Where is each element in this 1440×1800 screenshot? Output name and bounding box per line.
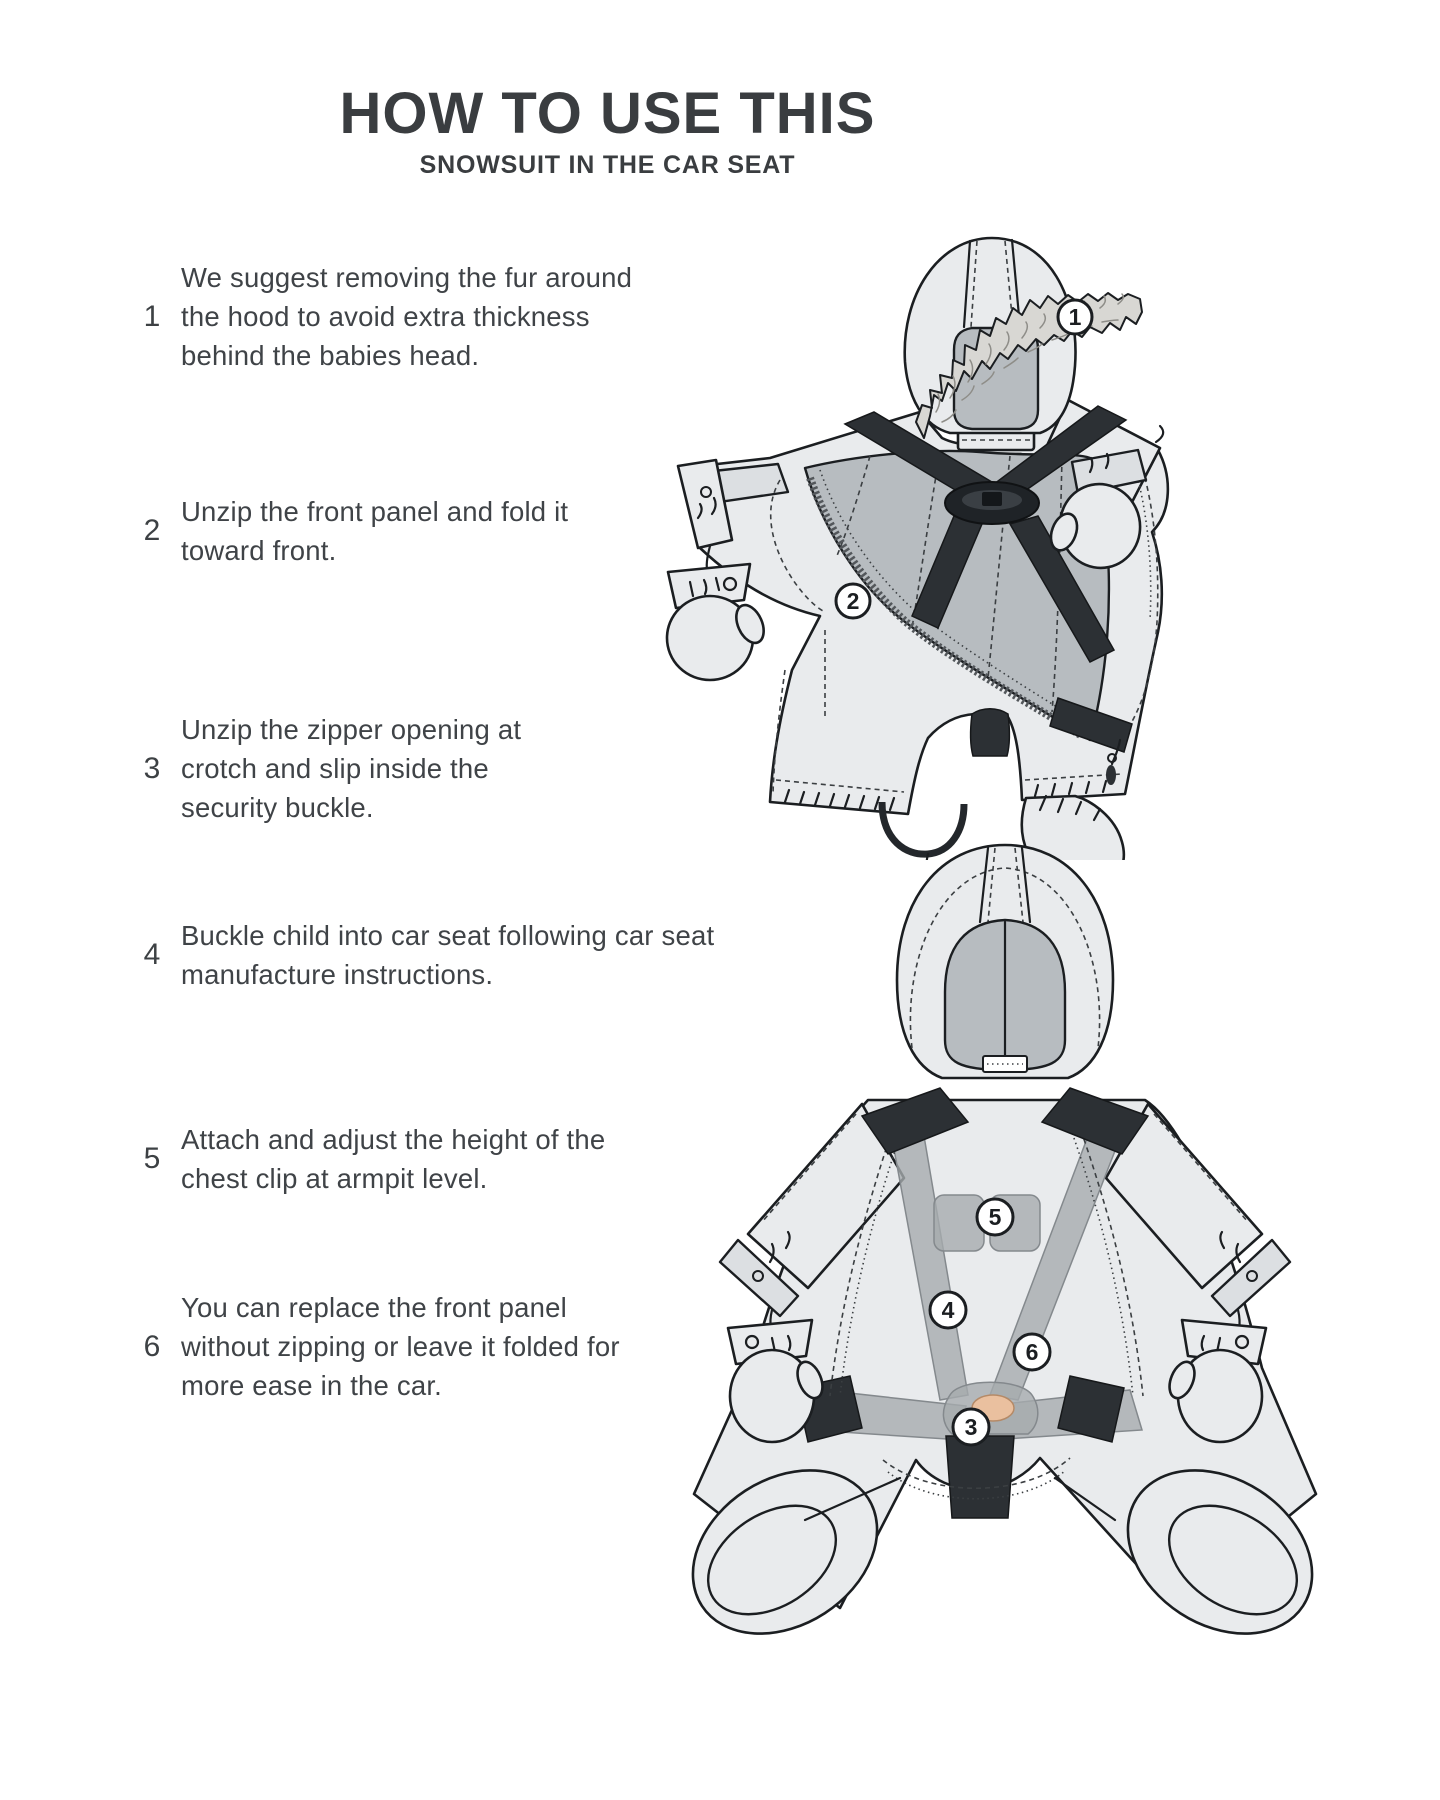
- svg-text:6: 6: [1025, 1339, 1039, 1365]
- step-number: 1: [143, 299, 161, 333]
- marker-6: [1014, 1334, 1050, 1370]
- hood-plain: [897, 845, 1113, 1078]
- page-subtitle: SNOWSUIT IN THE CAR SEAT: [419, 150, 796, 179]
- step-number: 2: [143, 514, 161, 548]
- step-text: You can replace the front panel without zipping or leave it folded for more ease in the car.: [181, 1292, 620, 1402]
- snowsuit-seated-illustration: [600, 810, 1320, 1680]
- step-item-3: [140, 710, 570, 827]
- marker-4: [930, 1292, 966, 1328]
- step-text: Attach and adjust the height of the chest clip at armpit level.: [181, 1124, 606, 1195]
- step-number: 6: [143, 1329, 161, 1363]
- marker-1: [1058, 300, 1092, 334]
- svg-text:1: 1: [1068, 304, 1082, 330]
- step-number: 3: [143, 751, 161, 785]
- step-item-5: [140, 1120, 630, 1198]
- step-text: Unzip the zipper opening at crotch and slip inside the security buckle.: [181, 714, 522, 824]
- step-number: 4: [143, 938, 161, 972]
- step-number: 5: [143, 1142, 161, 1176]
- page-title: HOW TO USE THIS: [339, 81, 876, 146]
- step-text: We suggest removing the fur around the hood to avoid extra thickness behind the babies head.: [181, 262, 633, 372]
- step-item-1: [140, 258, 645, 375]
- header: [0, 81, 1215, 180]
- snowsuit-front-illustration: [620, 200, 1180, 860]
- step-text: Unzip the front panel and fold it toward front.: [181, 496, 569, 567]
- step-item-6: [140, 1288, 645, 1405]
- svg-text:3: 3: [964, 1414, 978, 1440]
- svg-text:2: 2: [846, 588, 860, 614]
- marker-3: [953, 1409, 989, 1445]
- marker-2: [836, 584, 870, 618]
- step-item-2: [140, 492, 645, 570]
- step-text: Buckle child into car seat following car seat manufacture instructions.: [181, 920, 715, 991]
- crotch-buckle: [946, 1436, 1014, 1518]
- crotch-notch: [971, 709, 1010, 756]
- zipper-pull: [1106, 765, 1116, 785]
- marker-5: [977, 1199, 1013, 1235]
- svg-text:5: 5: [988, 1204, 1002, 1230]
- svg-text:4: 4: [941, 1297, 955, 1323]
